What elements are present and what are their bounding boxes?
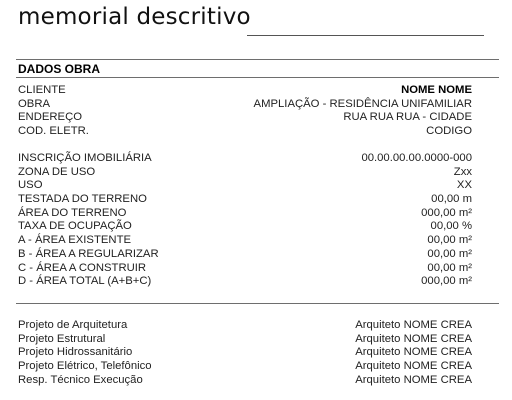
terrain-label: A - ÁREA EXISTENTE	[18, 234, 132, 247]
info-label: CLIENTE	[18, 84, 66, 96]
info-label: COD. ELETR.	[18, 125, 89, 138]
info-label: OBRA	[18, 97, 51, 110]
info-value: NOME NOME	[401, 84, 472, 96]
terrain-label: C - ÁREA A CONSTRUIR	[18, 261, 147, 274]
responsible-row	[18, 374, 472, 388]
terrain-value: 00,00 m	[431, 193, 472, 206]
terrain-row	[18, 152, 472, 166]
responsible-row	[18, 333, 472, 347]
info-row-obra	[18, 98, 472, 112]
terrain-value: 00.00.00.00.0000-000	[361, 152, 472, 164]
responsible-value: Arquiteto NOME CREA	[355, 360, 472, 373]
terrain-label: D - ÁREA TOTAL (A+B+C)	[18, 275, 152, 288]
terrain-value: 00,00 m²	[427, 247, 472, 260]
title-underline	[247, 35, 484, 36]
terrain-label: TAXA DE OCUPAÇÃO	[18, 220, 132, 233]
section-heading-rule	[16, 77, 499, 78]
document-title: memorial descritivo	[18, 4, 251, 30]
terrain-row	[18, 179, 472, 193]
info-value: RUA RUA RUA - CIDADE	[343, 111, 472, 124]
terrain-value: 00,00 %	[430, 220, 472, 233]
responsible-value: Arquiteto NOME CREA	[355, 332, 472, 345]
terrain-label: ÁREA DO TERRENO	[18, 206, 127, 219]
terrain-label: TESTADA DO TERRENO	[18, 193, 147, 206]
responsible-row	[18, 346, 472, 360]
responsible-value: Arquiteto NOME CREA	[355, 346, 472, 359]
responsible-label: Projeto Elétrico, Telefônico	[18, 360, 152, 373]
responsibles-block	[18, 319, 472, 387]
terrain-row	[18, 275, 472, 289]
terrain-row	[18, 207, 472, 221]
responsible-label: Projeto Hidrossanitário	[18, 346, 133, 359]
terrain-label: B - ÁREA A REGULARIZAR	[18, 247, 159, 260]
terrain-row	[18, 248, 472, 262]
project-info-block	[18, 84, 472, 139]
responsible-value: Arquiteto NOME CREA	[355, 373, 472, 386]
terrain-label: USO	[18, 179, 43, 192]
terrain-value: 00,00 m²	[427, 234, 472, 247]
responsibles-rule	[16, 303, 499, 304]
section-top-rule	[16, 59, 499, 60]
responsible-label: Projeto de Arquitetura	[18, 319, 128, 331]
info-label: ENDEREÇO	[18, 111, 83, 124]
section-heading: DADOS OBRA	[18, 62, 101, 76]
terrain-value: 000,00 m²	[421, 275, 472, 288]
terrain-value: 00,00 m²	[427, 261, 472, 274]
terrain-label: INSCRIÇÃO IMOBILIÁRIA	[18, 152, 152, 164]
terrain-row	[18, 166, 472, 180]
terrain-row	[18, 220, 472, 234]
responsible-row	[18, 360, 472, 374]
terrain-label: ZONA DE USO	[18, 165, 96, 178]
info-row-cliente	[18, 84, 472, 98]
info-row-cod-eletr	[18, 125, 472, 139]
terrain-value: XX	[456, 179, 472, 192]
info-row-endereco	[18, 111, 472, 125]
info-value: AMPLIAÇÃO - RESIDÊNCIA UNIFAMILIAR	[253, 97, 472, 110]
responsible-value: Arquiteto NOME CREA	[355, 319, 472, 331]
responsible-label: Resp. Técnico Execução	[18, 373, 143, 386]
terrain-row	[18, 234, 472, 248]
terrain-info-block	[18, 152, 472, 289]
terrain-value: Zxx	[453, 165, 472, 178]
terrain-value: 000,00 m²	[421, 206, 472, 219]
terrain-row	[18, 193, 472, 207]
responsible-label: Projeto Estrutural	[18, 332, 106, 345]
terrain-row	[18, 262, 472, 276]
info-value: CODIGO	[426, 125, 472, 138]
responsible-row	[18, 319, 472, 333]
